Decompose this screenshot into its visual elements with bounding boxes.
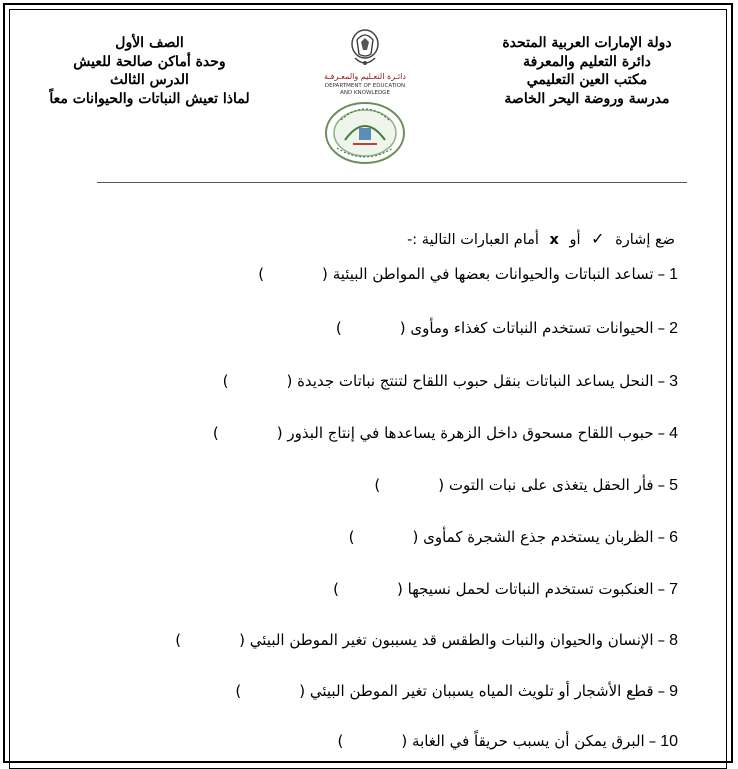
question-text: الحيوانات تستخدم النباتات كغذاء ومأوى (410, 319, 654, 337)
question-number: 10 (660, 733, 678, 750)
answer-blank[interactable]: () (235, 682, 306, 700)
answer-blank[interactable]: () (212, 424, 283, 442)
instruction-line (404, 229, 678, 248)
question-text: الظربان يستخدم جذع الشجرة كمأوى (423, 528, 654, 546)
check-mark-icon: ✓ (591, 229, 605, 248)
instruction-or: أو (569, 232, 581, 248)
question-number: 7 (669, 581, 678, 598)
question-item: 7–العنكبوت تستخدم النباتات لحمل نسيجها () (333, 580, 678, 598)
answer-blank[interactable]: () (222, 372, 293, 390)
department-english-line-2: AND KNOWLEDGE (340, 90, 390, 96)
question-number: 5 (669, 477, 678, 494)
question-text: حبوب اللقاح مسحوق داخل الزهرة يساعدها في إنتاج البذور (287, 424, 654, 442)
question-number: 9 (669, 683, 678, 700)
header-divider (97, 182, 687, 183)
question-number: 3 (669, 373, 678, 390)
question-number: 8 (669, 632, 678, 649)
answer-blank[interactable]: () (337, 732, 408, 750)
question-number: 2 (669, 320, 678, 337)
department-english-name (305, 83, 425, 97)
department-english-line-1: DEPARTMENT OF EDUCATION (324, 83, 406, 89)
question-number: 1 (669, 266, 678, 283)
answer-blank[interactable]: () (258, 265, 328, 283)
question-item: 6–الظربان يستخدم جذع الشجرة كمأوى () (348, 528, 678, 546)
instruction-suffix: أمام العبارات التالية :- (407, 232, 539, 248)
question-item: 8–الإنسان والحيوان والنبات والطقس قد يسببون تغير الموطن البيئي () (175, 631, 678, 649)
unit-line: وحدة أماكن صالحة للعيش (73, 53, 226, 70)
answer-blank[interactable]: () (333, 580, 403, 598)
lesson-number-line: الدرس الثالث (110, 72, 189, 88)
abu-dhabi-emblem-icon (349, 28, 381, 70)
question-item: 3–النحل يساعد النباتات بنقل حبوب اللقاح لتنتج نباتات جديدة () (222, 372, 678, 390)
question-item: 10–البرق يمكن أن يسبب حريقاً في الغابة () (337, 732, 678, 750)
answer-blank[interactable]: () (175, 631, 245, 649)
question-text: العنكبوت تستخدم النباتات لحمل نسيجها (407, 580, 654, 598)
school-info-header (472, 34, 702, 108)
answer-blank[interactable]: () (374, 476, 445, 494)
office-line: مكتب العين التعليمي (526, 72, 648, 88)
grade-line: الصف الأول (115, 35, 184, 51)
logo-block (305, 28, 425, 168)
answer-blank[interactable]: () (348, 528, 419, 546)
question-item: 5–فأر الحقل يتغذى على نبات التوت () (374, 476, 678, 494)
question-number: 6 (669, 529, 678, 546)
question-text: النحل يساعد النباتات بنقل حبوب اللقاح لتنتج نباتات جديدة (297, 372, 654, 390)
department-line: دائرة التعليم والمعرفة (523, 53, 651, 70)
school-seal-icon (323, 100, 407, 166)
question-text: تساعد النباتات والحيوانات بعضها في المواطن البيئية (332, 265, 654, 283)
question-text: قطع الأشجار أو تلويث المياه يسببان تغير الموطن البيئي (309, 682, 654, 700)
country-line: دولة الإمارات العربية المتحدة (502, 35, 672, 51)
lesson-info-header (32, 34, 267, 108)
question-text: البرق يمكن أن يسبب حريقاً في الغابة (412, 732, 645, 750)
question-text: الإنسان والحيوان والنبات والطقس قد يسببون تغير الموطن البيئي (249, 631, 654, 649)
question-item: 1–تساعد النباتات والحيوانات بعضها في المواطن البيئية () (258, 265, 678, 283)
question-item: 2–الحيوانات تستخدم النباتات كغذاء ومأوى () (335, 319, 678, 337)
question-item: 4–حبوب اللقاح مسحوق داخل الزهرة يساعدها في إنتاج البذور () (212, 424, 678, 442)
x-mark-icon: x (549, 232, 559, 248)
question-number: 4 (669, 425, 678, 442)
question-item: 9–قطع الأشجار أو تلويث المياه يسببان تغير الموطن البيئي () (235, 682, 678, 700)
department-arabic-name: دائـرة التعـليم والمعـرفـة (324, 72, 406, 81)
instruction-prefix: ضع إشارة (615, 232, 675, 248)
school-name-line: مدرسة وروضة اليحر الخاصة (504, 90, 670, 107)
lesson-title-line: لماذا تعيش النباتات والحيوانات معاً (49, 90, 250, 107)
question-text: فأر الحقل يتغذى على نبات التوت (448, 476, 654, 494)
answer-blank[interactable]: () (335, 319, 406, 337)
